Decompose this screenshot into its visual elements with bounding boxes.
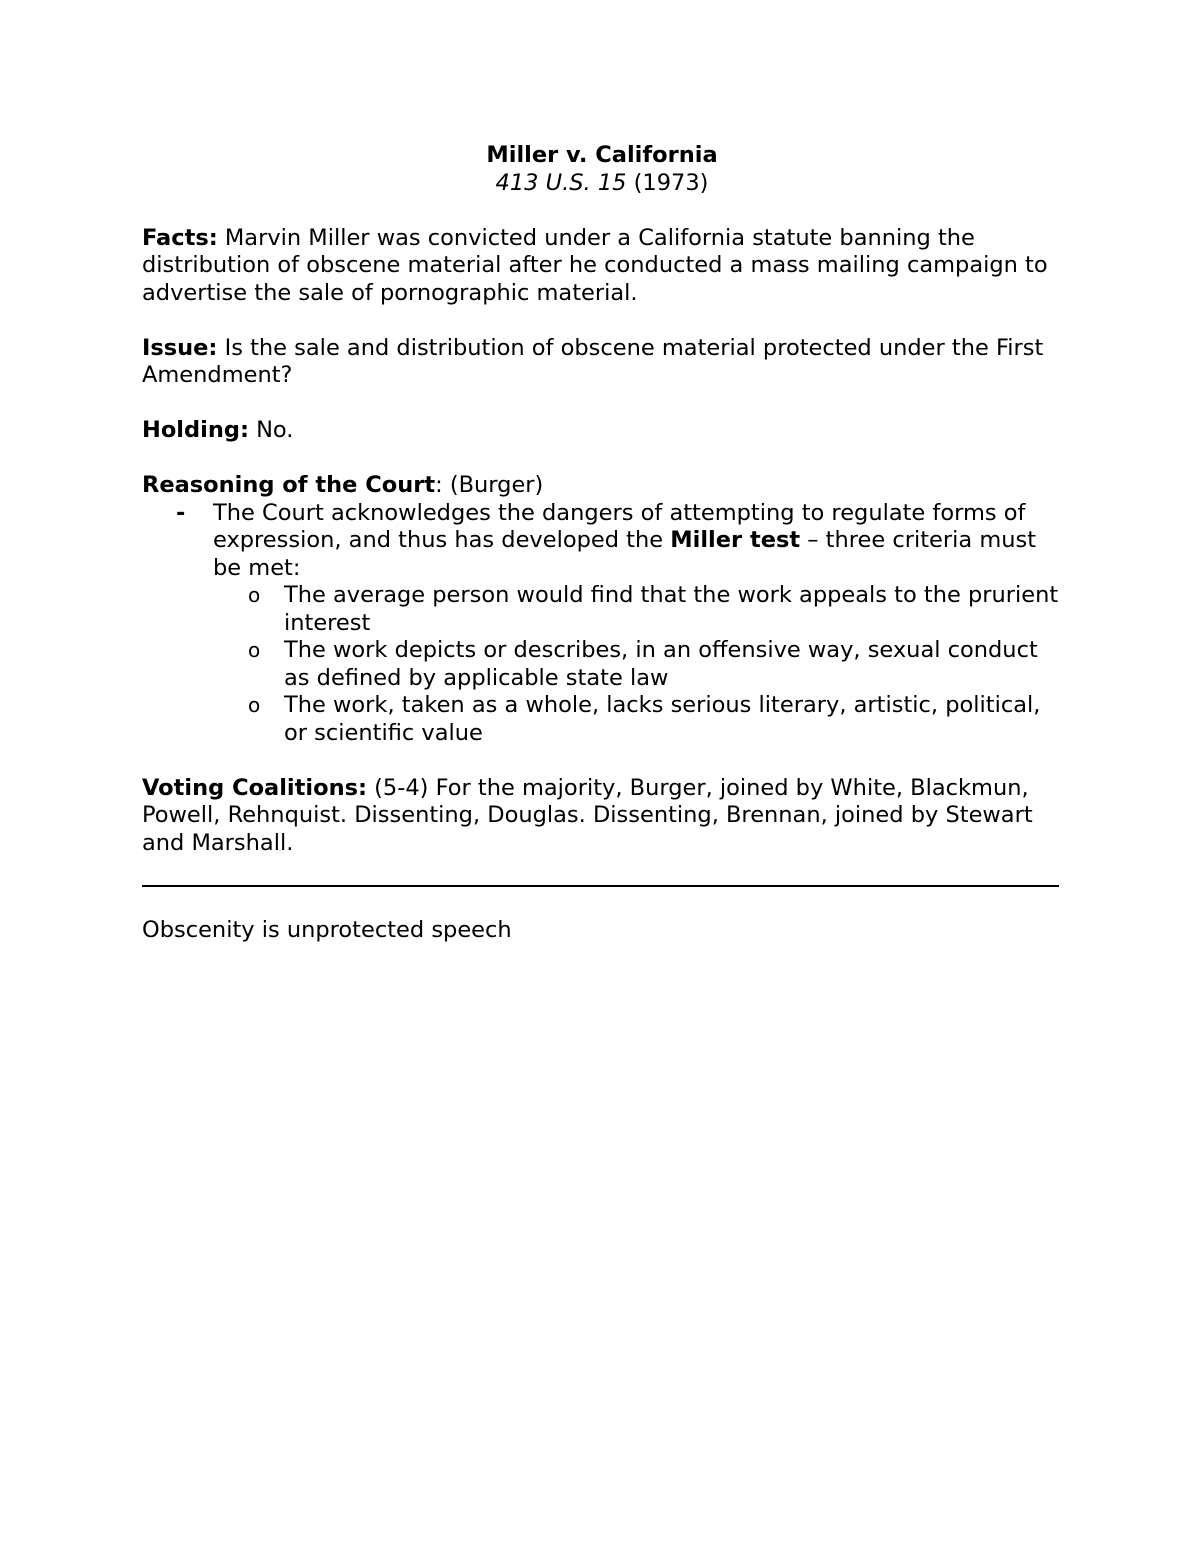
- criteria-list: [213, 582, 1062, 747]
- case-title: Miller v. California: [486, 142, 718, 168]
- holding-label: Holding:: [142, 417, 249, 443]
- horizontal-rule: [142, 885, 1059, 887]
- voting-text: (5-4) For the majority, Burger, joined by White, Blackmun, Powell, Rehnquist. Dissenting, Douglas. Dissenting, Brennan, joined by Stewart and Marshall.: [142, 774, 1033, 856]
- issue-paragraph: [142, 335, 1062, 390]
- criteria-text: The work depicts or describes, in an offensive way, sexual conduct as defined by applicable state law: [284, 637, 1038, 691]
- summary-note: Obscenity is unprotected speech: [142, 917, 512, 943]
- criteria-text: The work, taken as a whole, lacks serious literary, artistic, political, or scientific value: [284, 692, 1041, 746]
- case-citation: [142, 170, 1062, 198]
- criteria-item: [213, 692, 1062, 747]
- miller-test-term: Miller test: [670, 527, 801, 553]
- facts-text: Marvin Miller was convicted under a California statute banning the distribution of obscene material after he conducted a mass mailing campaign to advertise the sale of pornographic material.: [142, 224, 1048, 306]
- citation-year: (1973): [633, 169, 709, 196]
- issue-text: Is the sale and distribution of obscene material protected under the First Amendment?: [142, 334, 1044, 388]
- reasoning-heading: [142, 472, 1062, 500]
- circle-bullet-icon: o: [248, 638, 261, 662]
- reasoning-justice: : (Burger): [435, 472, 544, 498]
- reasoning-text-after: – three criteria must be met:: [213, 527, 1037, 581]
- issue-label: Issue:: [142, 334, 218, 361]
- facts-label: Facts:: [142, 224, 218, 251]
- citation-reporter: 413 U.S. 15: [495, 169, 627, 196]
- spacer: [142, 390, 1062, 418]
- voting-paragraph: [142, 775, 1062, 858]
- reasoning-label: Reasoning of the Court: [142, 472, 436, 498]
- circle-bullet-icon: o: [248, 583, 261, 607]
- holding-text: No.: [248, 417, 294, 443]
- reasoning-bullet: [142, 500, 1062, 748]
- spacer: [142, 307, 1062, 335]
- facts-paragraph: [142, 225, 1062, 308]
- holding-paragraph: [142, 417, 1062, 445]
- reasoning-list: [142, 500, 1062, 748]
- dash-bullet-icon: -: [176, 499, 186, 526]
- spacer: [142, 445, 1062, 473]
- reasoning-text-before: The Court acknowledges the dangers of attempting to regulate forms of expression, and thus has developed the: [213, 499, 1026, 553]
- criteria-item: [213, 637, 1062, 692]
- criteria-item: [213, 582, 1062, 637]
- criteria-text: The average person would find that the work appeals to the prurient interest: [284, 582, 1059, 636]
- document-page: [142, 142, 1062, 945]
- circle-bullet-icon: o: [248, 693, 261, 717]
- spacer: [142, 197, 1062, 225]
- voting-label: Voting Coalitions:: [142, 774, 367, 801]
- spacer: [142, 747, 1062, 775]
